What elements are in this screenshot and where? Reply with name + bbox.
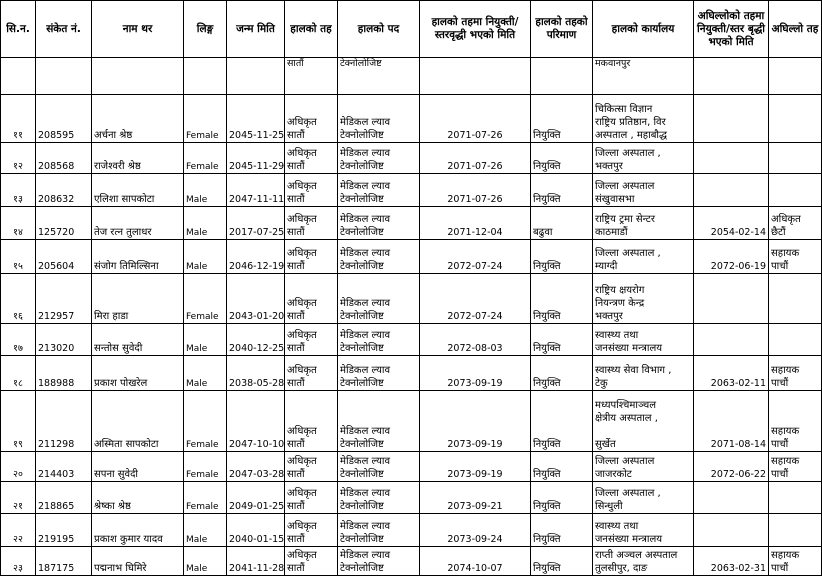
cell-level: अधिकृत सातौं	[285, 324, 338, 356]
cell-code: 211298	[36, 391, 92, 452]
carry-level: सातौं	[285, 58, 338, 95]
cell-office: जिल्ला अस्पताल , भक्तपुर	[593, 143, 694, 174]
cell-office: जिल्ला अस्पताल , म्याग्दी	[593, 240, 694, 274]
cell-name: पद्मनाभ घिमिरे	[92, 547, 184, 576]
cell-level: अधिकृत सातौं	[285, 356, 338, 391]
cell-dob: 2017-07-25	[227, 207, 285, 240]
cell-gender: Female	[184, 391, 227, 452]
table-header-row	[1, 1, 822, 58]
cell-sn: १७	[1, 324, 36, 356]
cell-prev-date: 2072-06-19	[694, 240, 769, 274]
cell-sn: १९	[1, 391, 36, 452]
cell-sn: २२	[1, 514, 36, 547]
cell-appoint-date: 2071-07-26	[420, 143, 531, 174]
table-row	[1, 514, 822, 547]
cell-prev-level	[769, 514, 822, 547]
header-prev-level: अघिल्लो तह	[769, 1, 822, 58]
cell-prev-date	[694, 514, 769, 547]
cell-prev-date: 2071-08-14	[694, 391, 769, 452]
cell-sn: २३	[1, 547, 36, 576]
cell-code: 208632	[36, 174, 92, 207]
cell-prev-level	[769, 482, 822, 514]
cell-level: अधिकृत सातौं	[285, 274, 338, 324]
header-level: हालको तह	[285, 1, 338, 58]
cell-transfer-type: बढुवा	[531, 207, 593, 240]
cell-name: एलिशा सापकोटा	[92, 174, 184, 207]
cell-transfer-type: नियुक्ति	[531, 514, 593, 547]
cell-code: 187175	[36, 547, 92, 576]
cell-level: अधिकृत सातौं	[285, 482, 338, 514]
cell-gender: Female	[184, 452, 227, 482]
cell-appoint-date: 2073-09-21	[420, 482, 531, 514]
cell-code: 219195	[36, 514, 92, 547]
cell-dob: 2040-01-15	[227, 514, 285, 547]
cell-post: मेडिकल ल्याव टेक्नोलोजिष्ट	[338, 514, 420, 547]
cell-level: अधिकृत सातौं	[285, 452, 338, 482]
cell-post: मेडिकल ल्याव टेक्नोलोजिष्ट	[338, 324, 420, 356]
cell-code: 213020	[36, 324, 92, 356]
cell-appoint-date: 2071-07-26	[420, 174, 531, 207]
cell-name: श्रेष्का श्रेष्ठ	[92, 482, 184, 514]
table-row	[1, 274, 822, 324]
cell-gender: Male	[184, 174, 227, 207]
cell-dob: 2047-11-11	[227, 174, 285, 207]
cell-transfer-type: नियुक्ति	[531, 356, 593, 391]
cell-office: जिल्ला अस्पताल संखुवासभा	[593, 174, 694, 207]
cell-name: राजेश्वरी श्रेष्ठ	[92, 143, 184, 174]
header-post: हालको पद	[338, 1, 420, 58]
cell-appoint-date: 2073-09-19	[420, 452, 531, 482]
cell-dob: 2047-10-10	[227, 391, 285, 452]
cell-level: अधिकृत सातौं	[285, 547, 338, 576]
cell-sn: २१	[1, 482, 36, 514]
cell-office: राप्ती अञ्चल अस्पताल तुलसीपुर, दाङ	[593, 547, 694, 576]
cell-sn: १६	[1, 274, 36, 324]
cell-name: प्रकाश पोखरेल	[92, 356, 184, 391]
cell-appoint-date: 2073-09-19	[420, 356, 531, 391]
cell-prev-level: सहायक पाचौं	[769, 547, 822, 576]
cell-prev-date	[694, 174, 769, 207]
cell-transfer-type: नियुक्ति	[531, 95, 593, 143]
cell-code: 208568	[36, 143, 92, 174]
cell-level: अधिकृत सातौं	[285, 143, 338, 174]
cell-post: मेडिकल ल्याव टेक्नोलोजिष्ट	[338, 143, 420, 174]
cell-sn: २०	[1, 452, 36, 482]
cell-office: स्वास्थ्य तथा जनसंख्या मन्त्रालय	[593, 514, 694, 547]
cell-post: मेडिकल ल्याव टेक्नोलोजिष्ट	[338, 356, 420, 391]
cell-level: अधिकृत सातौं	[285, 391, 338, 452]
header-transfer-type: हालको तहको परिमाण	[531, 1, 593, 58]
header-appoint-date: हालको तहमा नियुक्ती/स्तरवृद्धी भएको मिति	[420, 1, 531, 58]
cell-name: अस्मिता सापकोटा	[92, 391, 184, 452]
table-row	[1, 356, 822, 391]
cell-sn: १८	[1, 356, 36, 391]
cell-appoint-date: 2073-09-24	[420, 514, 531, 547]
cell-post: मेडिकल ल्याव टेक्नोलोजिष्ट	[338, 240, 420, 274]
cell-code: 212957	[36, 274, 92, 324]
cell-prev-date: 2063-02-31	[694, 547, 769, 576]
table-row	[1, 95, 822, 143]
cell-appoint-date: 2072-08-03	[420, 324, 531, 356]
cell-office: राष्ट्रिय क्षयरोग नियन्त्रण केन्द्र भक्तपुर	[593, 274, 694, 324]
table-row	[1, 391, 822, 452]
cell-gender: Male	[184, 207, 227, 240]
table-row	[1, 324, 822, 356]
cell-post: मेडिकल ल्याव टेक्नोलोजिष्ट	[338, 547, 420, 576]
cell-dob: 2043-01-20	[227, 274, 285, 324]
cell-transfer-type: नियुक्ति	[531, 143, 593, 174]
cell-transfer-type: नियुक्ति	[531, 274, 593, 324]
cell-level: अधिकृत सातौं	[285, 207, 338, 240]
cell-office: स्वास्थ्य तथा जनसंख्या मन्त्रालय	[593, 324, 694, 356]
cell-code: 214403	[36, 452, 92, 482]
cell-gender: Female	[184, 482, 227, 514]
cell-name: संजोग तिमिल्सिना	[92, 240, 184, 274]
cell-dob: 2038-05-28	[227, 356, 285, 391]
table-row	[1, 547, 822, 576]
table-row	[1, 143, 822, 174]
cell-code: 218865	[36, 482, 92, 514]
cell-sn: १४	[1, 207, 36, 240]
cell-sn: ११	[1, 95, 36, 143]
cell-office: स्वास्थ्य सेवा विभाग , टेकु	[593, 356, 694, 391]
cell-prev-level: सहायक पाचौं	[769, 356, 822, 391]
cell-sn: १५	[1, 240, 36, 274]
cell-gender: Male	[184, 240, 227, 274]
cell-appoint-date: 2074-10-07	[420, 547, 531, 576]
header-office: हालको कार्यालय	[593, 1, 694, 58]
cell-prev-date	[694, 95, 769, 143]
cell-office: जिल्ला अस्पताल , सिन्धुली	[593, 482, 694, 514]
cell-code: 205604	[36, 240, 92, 274]
cell-appoint-date: 2073-09-19	[420, 391, 531, 452]
cell-gender: Male	[184, 514, 227, 547]
cell-gender: Male	[184, 324, 227, 356]
cell-dob: 2040-12-25	[227, 324, 285, 356]
cell-office: चिकित्सा विज्ञान राष्ट्रिय प्रतिष्ठान, विर अस्पताल , महाबौद्ध	[593, 95, 694, 143]
cell-post: मेडिकल ल्याव टेक्नोलोजिष्ट	[338, 95, 420, 143]
cell-transfer-type: नियुक्ति	[531, 391, 593, 452]
cell-name: प्रकाश कुमार यादव	[92, 514, 184, 547]
cell-dob: 2046-12-19	[227, 240, 285, 274]
cell-gender: Female	[184, 274, 227, 324]
cell-prev-date: 2063-02-11	[694, 356, 769, 391]
cell-gender: Male	[184, 547, 227, 576]
cell-prev-level	[769, 143, 822, 174]
cell-name: सन्तोस सुवेदी	[92, 324, 184, 356]
carry-post: टेक्नोलोजिष्ट	[338, 58, 420, 95]
cell-post: मेडिकल ल्याव टेक्नोलोजिष्ट	[338, 482, 420, 514]
cell-office: मध्यपश्चिमाञ्चल क्षेत्रीय अस्पताल , सुर्खेत	[593, 391, 694, 452]
carry-office: मकवानपुर	[593, 58, 694, 95]
cell-prev-level: अधिकृत छैटौं	[769, 207, 822, 240]
cell-name: सपना सुवेदी	[92, 452, 184, 482]
cell-appoint-date: 2072-07-24	[420, 274, 531, 324]
cell-prev-level	[769, 324, 822, 356]
cell-name: अर्चना श्रेष्ठ	[92, 95, 184, 143]
cell-level: अधिकृत सातौं	[285, 240, 338, 274]
cell-transfer-type: नियुक्ति	[531, 324, 593, 356]
table-row	[1, 482, 822, 514]
header-sn: सि.न.	[1, 1, 36, 58]
cell-post: मेडिकल ल्याव टेक्नोलोजिष्ट	[338, 274, 420, 324]
cell-office: राष्ट्रिय ट्रमा सेन्टर काठमाडौं	[593, 207, 694, 240]
cell-sn: १३	[1, 174, 36, 207]
carry-over-row	[1, 58, 822, 95]
cell-level: अधिकृत सातौं	[285, 514, 338, 547]
cell-prev-level	[769, 95, 822, 143]
header-gender: लिङ्ग	[184, 1, 227, 58]
cell-appoint-date: 2071-12-04	[420, 207, 531, 240]
cell-prev-level	[769, 174, 822, 207]
cell-prev-level	[769, 274, 822, 324]
cell-dob: 2041-11-28	[227, 547, 285, 576]
cell-post: मेडिकल ल्याव टेक्नोलोजिष्ट	[338, 207, 420, 240]
cell-transfer-type: नियुक्ति	[531, 240, 593, 274]
header-code: संकेत नं.	[36, 1, 92, 58]
cell-office: जिल्ला अस्पताल जाजरकोट	[593, 452, 694, 482]
cell-prev-date: 2054-02-14	[694, 207, 769, 240]
cell-code: 188988	[36, 356, 92, 391]
cell-dob: 2045-11-25	[227, 95, 285, 143]
cell-prev-date	[694, 143, 769, 174]
cell-transfer-type: नियुक्ति	[531, 547, 593, 576]
cell-prev-date	[694, 274, 769, 324]
table-row	[1, 452, 822, 482]
cell-appoint-date: 2071-07-26	[420, 95, 531, 143]
cell-post: मेडिकल ल्याव टेक्नोलोजिष्ट	[338, 174, 420, 207]
cell-prev-level: सहायक पाचौं	[769, 240, 822, 274]
header-dob: जन्म मिति	[227, 1, 285, 58]
cell-dob: 2049-01-25	[227, 482, 285, 514]
header-prev-date: अघिल्लोको तहमा नियुक्ती/स्तर बृद्धी भएको मिति	[694, 1, 769, 58]
cell-prev-date	[694, 324, 769, 356]
table-row	[1, 240, 822, 274]
cell-level: अधिकृत सातौं	[285, 95, 338, 143]
cell-prev-level: सहायक पाचौं	[769, 391, 822, 452]
header-name: नाम थर	[92, 1, 184, 58]
cell-transfer-type: नियुक्ति	[531, 452, 593, 482]
cell-dob: 2047-03-28	[227, 452, 285, 482]
cell-gender: Female	[184, 143, 227, 174]
cell-prev-date	[694, 482, 769, 514]
cell-dob: 2045-11-29	[227, 143, 285, 174]
cell-prev-level: सहायक पाचौं	[769, 452, 822, 482]
cell-name: तेज रत्न तुलाधर	[92, 207, 184, 240]
cell-sn: १२	[1, 143, 36, 174]
cell-appoint-date: 2072-07-24	[420, 240, 531, 274]
cell-transfer-type: नियुक्ति	[531, 482, 593, 514]
cell-level: अधिकृत सातौं	[285, 174, 338, 207]
cell-post: मेडिकल ल्याव टेक्नोलोजिष्ट	[338, 452, 420, 482]
cell-post: मेडिकल ल्याव टेक्नोलोजिष्ट	[338, 391, 420, 452]
cell-gender: Male	[184, 356, 227, 391]
cell-prev-date: 2072-06-22	[694, 452, 769, 482]
cell-name: मिरा हाडा	[92, 274, 184, 324]
cell-code: 125720	[36, 207, 92, 240]
cell-gender: Female	[184, 95, 227, 143]
cell-code: 208595	[36, 95, 92, 143]
table-row	[1, 207, 822, 240]
table-row	[1, 174, 822, 207]
table-body	[1, 95, 822, 576]
cell-transfer-type: नियुक्ति	[531, 174, 593, 207]
